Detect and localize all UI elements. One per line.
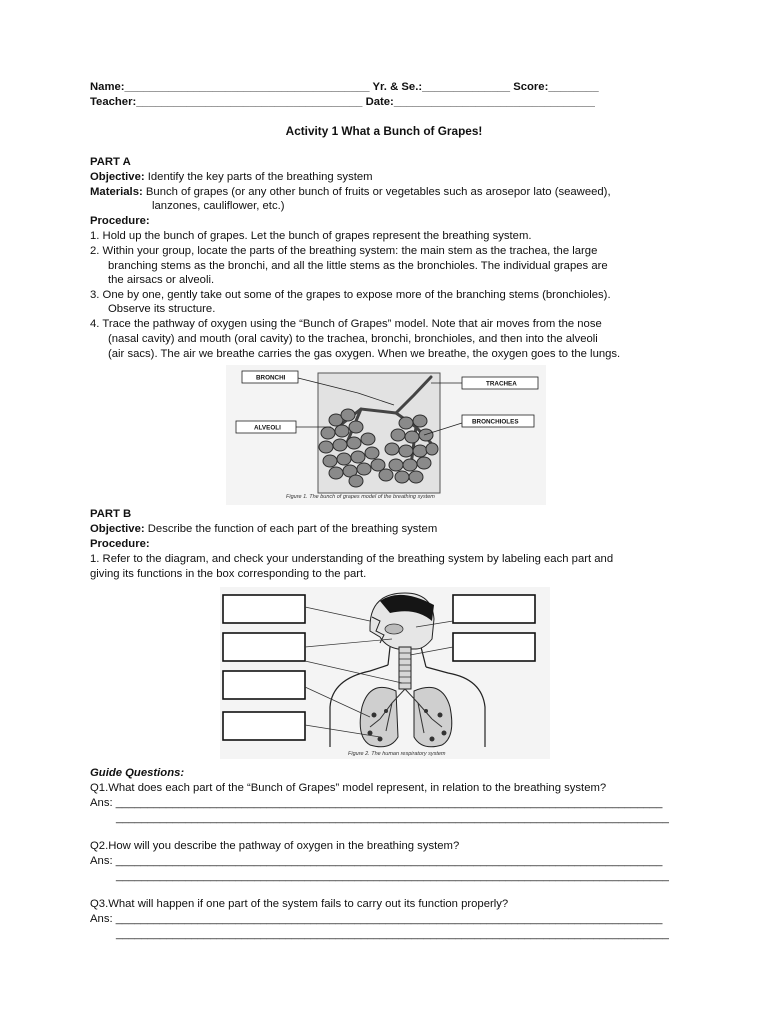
bronchioles-label: BRONCHIOLES <box>472 418 519 426</box>
answer-line-1[interactable] <box>90 796 662 810</box>
procedure-step: 2. Within your group, locate the parts of the breathing system: the main stem as the trachea, the large <box>90 245 598 257</box>
answer-line-3b[interactable]: ________________________________________________________________________________________ <box>116 928 669 940</box>
materials-label: Materials: <box>90 186 143 198</box>
figure2-caption: Figure 2. The human respiratory system <box>348 751 446 757</box>
answer-box-left-1[interactable] <box>223 595 305 623</box>
answer-box-right-2[interactable] <box>453 633 535 661</box>
bronchi-label: BRONCHI <box>256 374 286 382</box>
ans-blank: _______________________________________________________________________________________ <box>115 797 663 809</box>
question-2: Q2.How will you describe the pathway of oxygen in the breathing system? <box>90 840 460 852</box>
part-a-materials <box>90 185 611 199</box>
objective-label: Objective: <box>90 523 145 535</box>
respiratory-system-figure <box>220 587 550 759</box>
part-a-heading: PART A <box>90 156 131 168</box>
part-b-step-cont: giving its functions in the box corresponding to the part. <box>90 568 367 580</box>
answer-line-3[interactable] <box>90 912 662 926</box>
procedure-step-cont: (nasal cavity) and mouth (oral cavity) to the trachea, bronchi, bronchioles, and then into the alveoli <box>108 333 598 345</box>
part-b-objective <box>90 522 437 536</box>
part-b-procedure-label: Procedure: <box>90 538 150 550</box>
answer-box-left-2[interactable] <box>223 633 305 661</box>
answer-box-right-1[interactable] <box>453 595 535 623</box>
ans-blank: _______________________________________________________________________________________ <box>115 855 663 867</box>
objective-text: Identify the key parts of the breathing system <box>144 171 373 183</box>
part-b-step: 1. Refer to the diagram, and check your understanding of the breathing system by labeling each part and <box>90 553 614 565</box>
objective-text: Describe the function of each part of the breathing system <box>144 523 438 535</box>
procedure-step-cont: branching stems as the bronchi, and all the little stems as the bronchioles. The individual grapes are <box>108 260 608 272</box>
procedure-step: 3. One by one, gently take out some of the grapes to expose more of the branching stems (bronchioles). <box>90 289 611 301</box>
procedure-step-cont: the airsacs or alveoli. <box>108 274 215 286</box>
answer-line-2b[interactable]: ________________________________________________________________________________________ <box>116 870 669 882</box>
materials-text: Bunch of grapes (or any other bunch of fruits or vegetables such as arosepor lato (seaweed), <box>142 186 611 198</box>
materials-text-cont: lanzones, cauliflower, etc.) <box>152 200 285 212</box>
question-1: Q1.What does each part of the “Bunch of Grapes” model represent, in relation to the breathing system? <box>90 782 607 794</box>
figure1-caption: Figure 1. The bunch of grapes model of the breathing system <box>286 494 435 500</box>
ans-label: Ans: <box>90 913 116 925</box>
teacher-date-line: Teacher:____________________________________ Date:________________________________ <box>90 96 595 108</box>
procedure-step-cont: (air sacs). The air we breathe carries the gas oxygen. When we breathe, the oxygen goes to the lungs. <box>108 348 621 360</box>
answer-line-1b[interactable]: ________________________________________________________________________________________ <box>116 812 669 824</box>
answer-box-left-4[interactable] <box>223 712 305 740</box>
part-b-heading: PART B <box>90 508 132 520</box>
name-yr-score-line: Name:_______________________________________ Yr. & Se.:______________ Score:________ <box>90 81 599 93</box>
alveoli-label: ALVEOLI <box>254 424 281 432</box>
procedure-step-cont: Observe its structure. <box>108 303 216 315</box>
ans-label: Ans: <box>90 797 116 809</box>
objective-label: Objective: <box>90 171 145 183</box>
procedure-step: 1. Hold up the bunch of grapes. Let the bunch of grapes represent the breathing system. <box>90 230 532 242</box>
guide-questions-heading: Guide Questions: <box>90 767 185 779</box>
grapes-model-figure <box>226 365 546 505</box>
page-title: Activity 1 What a Bunch of Grapes! <box>285 124 483 138</box>
procedure-step: 4. Trace the pathway of oxygen using the “Bunch of Grapes” model. Note that air moves from the nose <box>90 318 602 330</box>
question-3: Q3.What will happen if one part of the system fails to carry out its function properly? <box>90 898 509 910</box>
ans-blank: _______________________________________________________________________________________ <box>115 913 663 925</box>
ans-label: Ans: <box>90 855 116 867</box>
part-a-objective <box>90 170 373 184</box>
trachea-label: TRACHEA <box>486 380 517 388</box>
part-a-procedure-label: Procedure: <box>90 215 150 227</box>
answer-line-2[interactable] <box>90 854 662 868</box>
answer-box-left-3[interactable] <box>223 671 305 699</box>
